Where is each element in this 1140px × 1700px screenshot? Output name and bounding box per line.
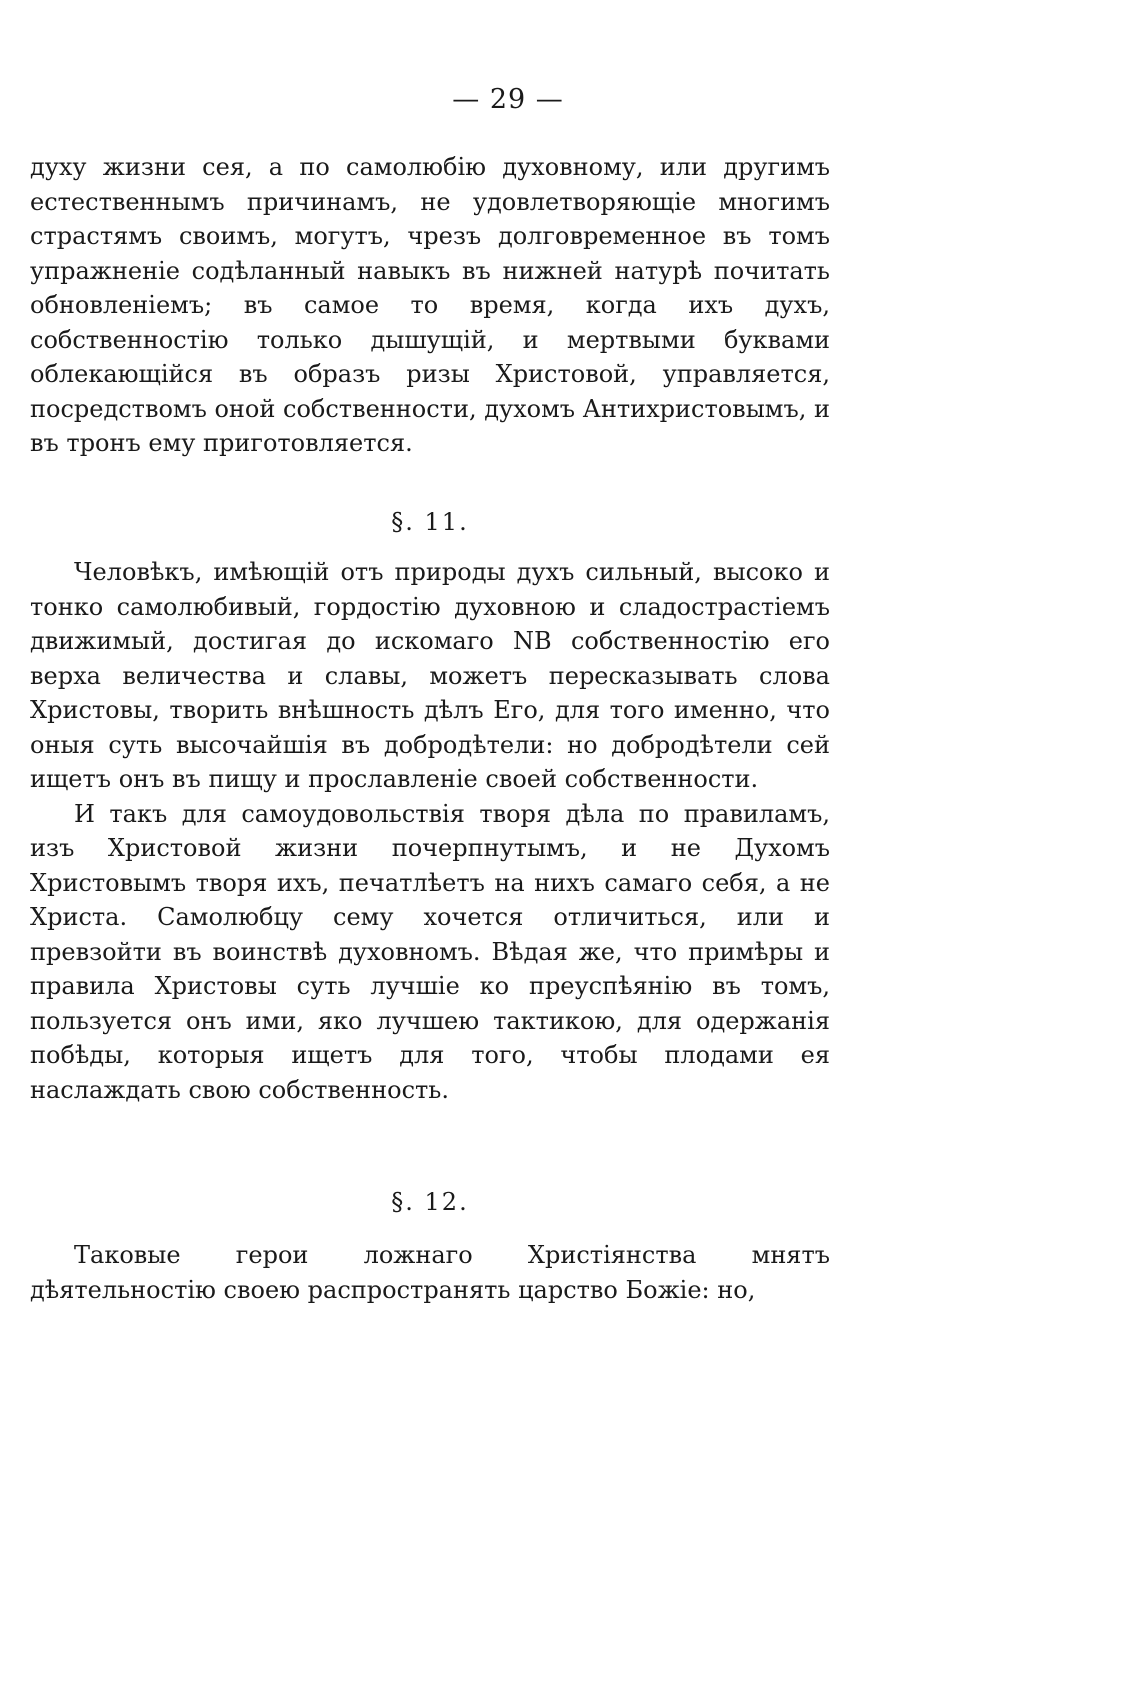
paragraph: И такъ для самоудовольствія творя дѣла по правиламъ, изъ Христовой жизни почерпнутымъ, и не Духомъ Христовымъ творя ихъ, печатлѣетъ на нихъ самаго себя, а не Христа. Самолюбцу сему хочется отличиться, или и превзойти въ воинствѣ духовномъ. Вѣдая же, что примѣры и правила Христовы суть лучшіе ко преуспѣянію въ томъ, пользуется онъ ими, яко лучшею тактикою, для одержанія побѣды, которыя ищетъ для того, чтобы плодами ея наслаждать свою собственность.	[30, 799, 830, 1104]
section-heading-11: §. 11.	[391, 508, 469, 536]
paragraph-continued: духу жизни сея, а по самолюбію духовному, или другимъ естественнымъ причинамъ, не удовлетворяющіе многимъ страстямъ своимъ, могутъ, чрезъ долговременное въ томъ упражненіе содѣланный навыкъ въ нижней натурѣ почитать обновленіемъ; въ самое то время, когда ихъ духъ, собственностію только дышущій, и мертвыми буквами облекающійся въ образъ ризы Христовой, управляется, посредствомъ оной собственности, духомъ Антихристовымъ, и въ тронъ ему приготовляется.	[30, 153, 830, 457]
paragraph: Таковые герои ложнаго Христіянства мнятъ дѣятельностію своею распространять царство Божіе: но,	[30, 1241, 830, 1304]
section-heading-12: §. 12.	[391, 1188, 469, 1216]
page-number: — 29 —	[452, 84, 564, 115]
text-block-section-12	[30, 1238, 830, 1307]
paragraph: Человѣкъ, имѣющій отъ природы духъ сильный, высоко и тонко самолюбивый, гордостію духовною и сладострастіемъ движимый, достигая до искомаго NB собственностію его верха величества и славы, можетъ пересказывать слова Христовы, творить внѣшность дѣлъ Его, для того именно, что оныя суть высочайшія въ добродѣтели: но добродѣтели сей ищетъ онъ въ пищу и прославленіе своей собственности.	[30, 558, 830, 793]
text-block-top	[30, 150, 830, 461]
text-block-section-11	[30, 555, 830, 1107]
